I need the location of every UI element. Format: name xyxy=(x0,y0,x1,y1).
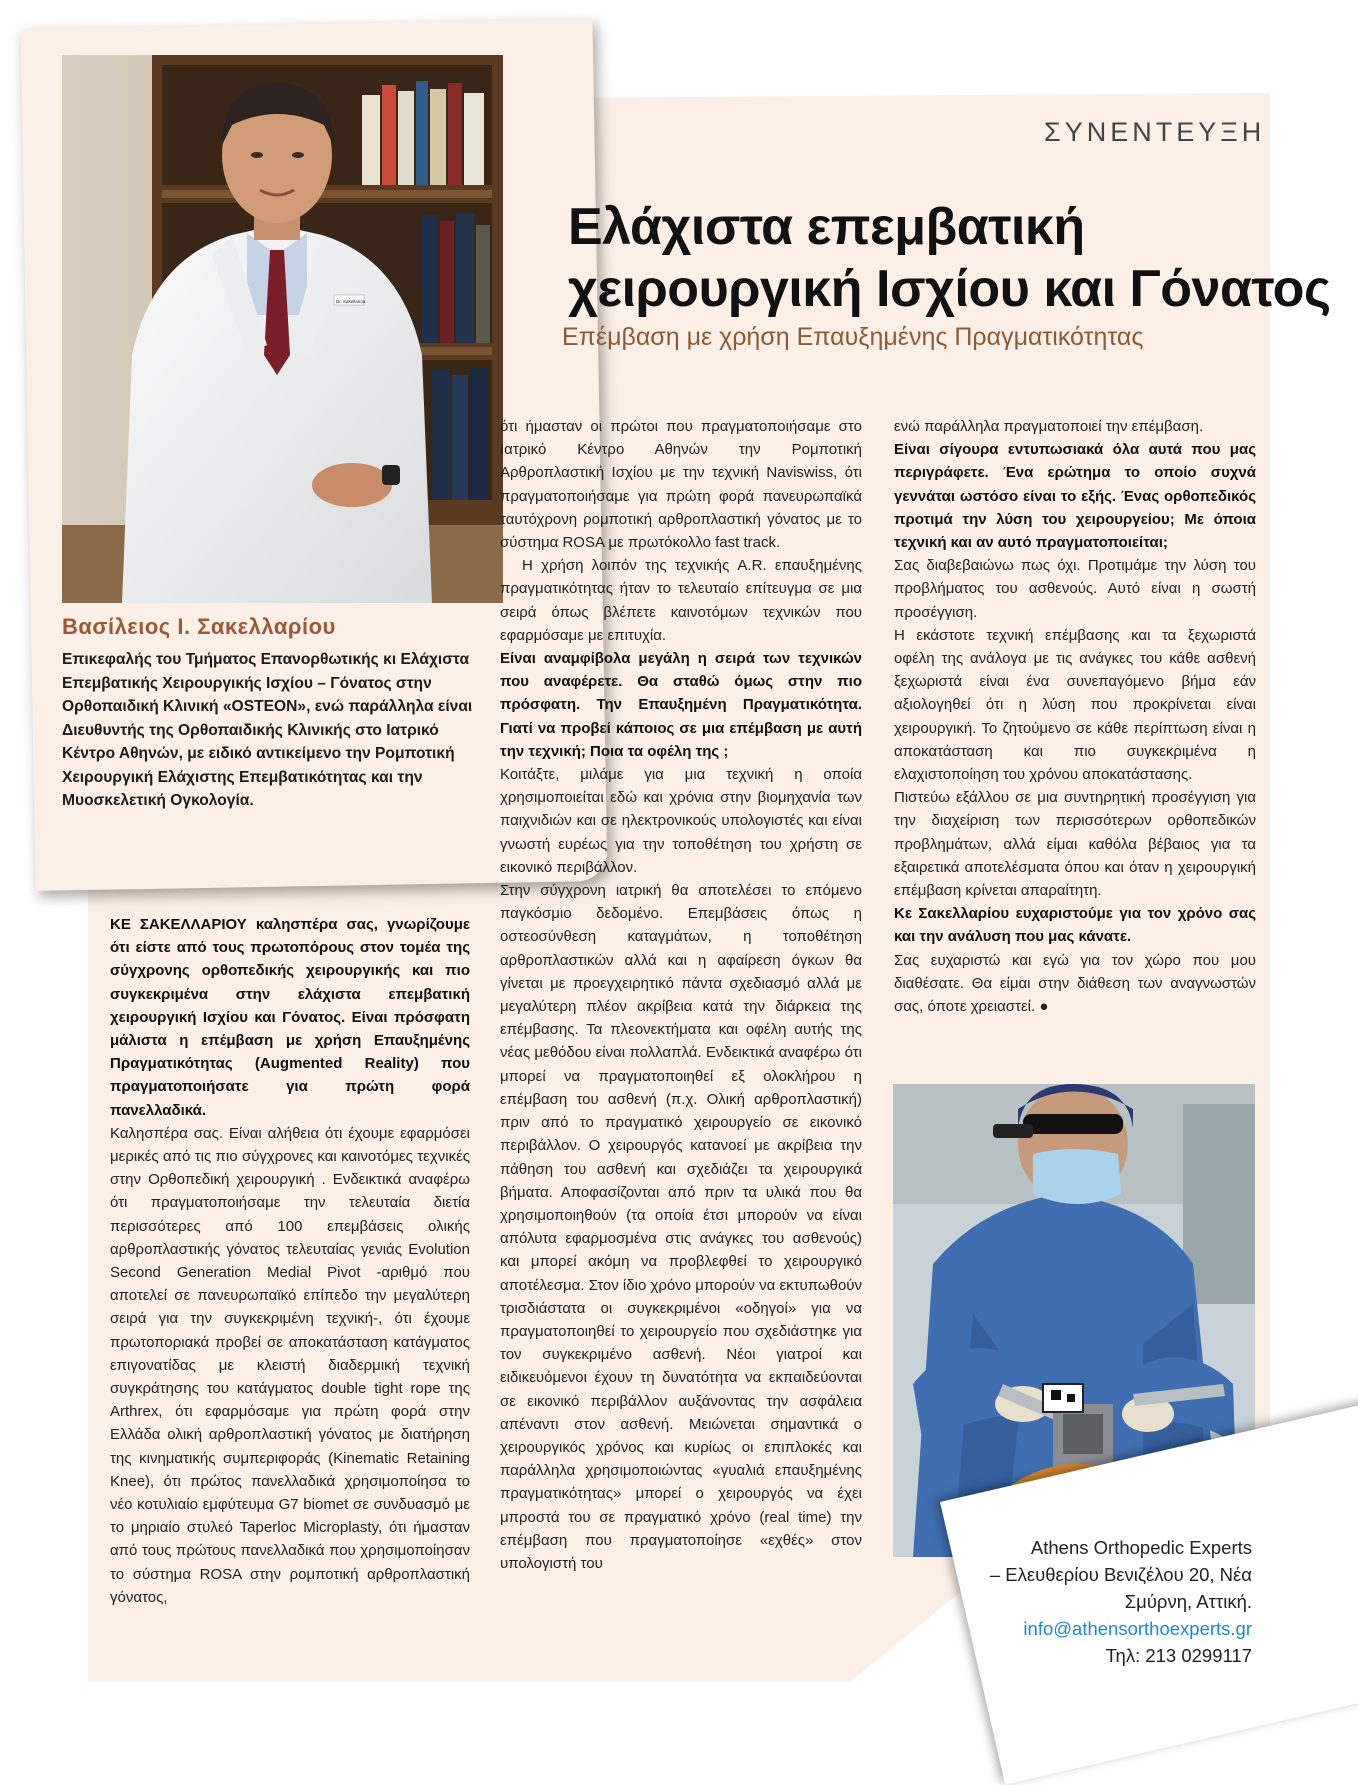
article-title xyxy=(568,196,1331,320)
paragraph: Η χρήση λοιπόν της τεχνικής A.R. επαυξημένης πραγματικότητας ήταν το τελευταίο επίτευγμα σε μια σειρά όπως βλέπετε καινοτόμων τεχνικών που εφαρμόσαμε με επιτυχία. xyxy=(500,557,862,644)
doctor-description: Επικεφαλής του Τμήματος Επανορθωτικής κι Ελάχιστα Επεμβατικής Χειρουργικής Ισχίου – Γόνατος στην Ορθοπαιδική Κλινική «OSTEON», ενώ παράλληλα είναι Διευθυντής της Ορθοπαιδικής Κλινικής στο Ιατρικό Κέντρο Αθηνών, με ειδικό αντικείμενο την Ρομποτική Χειρουργική Ελάχιστης Επεμβατικότητας και την Μυοσκελετική Ογκολογία. xyxy=(62,651,473,809)
answer-2: Κοιτάξτε, μιλάμε για μια τεχνική η οποία χρησιμοποιείται εδώ και χρόνια στην βιομηχανία των παιχνιδιών και σε ηλεκτρονικούς υπολογιστές και είναι γνωστή ευρέως για την τοποθέτηση του χρήστη σε εικονικό περιβάλλον. xyxy=(500,766,862,876)
answer-2-continued: Στην σύγχρονη ιατρική θα αποτελέσει το επόμενο παγκόσμιο δεδομένο. Επεμβάσεις όπως η οστεοσύνθεση καταγμάτων, η τοποθέτηση αρθροπλαστικών αλλά και η αφαίρεση όγκων θα γίνεται με προεγχειρητικό πάντα σχεδιασμό αλλά με μεγαλύτερη πλέον ακρίβεια κατά την διάρκεια της επέμβασης. Τα πλεονεκτήματα και οφέλη αυτής της νέας μεθόδου είναι πολλαπλά. Ενδεικτικά αναφέρω ότι μπορεί να πραγματοποιηθεί εξ ολοκλήρου η επέμβαση του ασθενή (π.χ. Ολική αρθροπλαστική) πριν από το πραγματικό χειρουργείο σε εικονικό περιβάλλον. Ο χειρουργός κατανοεί με ακρίβεια την πάθηση του ασθενή και σχεδιάζει τα χειρουργικά βήματα. Αποφασίζονται από πριν τα υλικά που θα χρησιμοποιηθούν (τα οποία έτσι μπορούν να είναι απόλυτα εφαρμοσμένα στις ανάγκες του ασθενούς) και μπορεί ακόμη να προβλεφθεί το χειρουργικό αποτέλεσμα. Στον ίδιο χρόνο μπορούν να εκτυπωθούν τρισδιάστατα οι συγκεκριμένοι «οδηγοί» για να πραγματοποιηθεί το χειρουργείο που σχεδιάστηκε για τον συγκεκριμένο ασθενή. Νέοι γιατροί και ειδικευόμενοι έχουν τη δυνατότητα να εκπαιδεύονται σε εικονικό περιβάλλον αυξάνοντας την ασφάλεια απέναντι στον ασθενή. Μειώνεται σημαντικά ο χειρουργικός χρόνος και κυρίως οι επιπλοκές και παράλληλα χρησιμοποιώντας «γυαλιά επαυξημένης πραγματικότητας» μπορεί ο χειρουργός να έχει μπροστά του σε πραγματικό χρόνο (real time) την επέμβαση που πραγματοποίησε «εχθές» στον υπολογιστή του xyxy=(500,882,862,1572)
answer-3: Σας διαβεβαιώνω πως όχι. Προτιμάμε την λύση του προβλήματος του ασθενούς. Αυτό είναι η σωστή προσέγγιση. xyxy=(894,557,1256,621)
title-line-2: χειρουργική Ισχίου και Γόνατος xyxy=(568,260,1331,318)
end-bullet-icon: ● xyxy=(1039,998,1049,1016)
answer-3-continued: Πιστεύω εξάλλου σε μια συντηρητική προσέγγιση για την διαχείριση των περισσότερων ορθοπεδικών προβλημάτων, αλλά είμαι καθόλα βέβαιος για τα εξαιρετικά αποτελέσματα όπου και όταν η χειρουργική επέμβαση κρίνεται απαραίτητη. xyxy=(894,789,1256,900)
contact-address-city: Σμύρνη, Αττική. xyxy=(1124,1591,1252,1612)
article-column-1 xyxy=(110,913,470,1609)
answer-1: Καλησπέρα σας. Είναι αλήθεια ότι έχουμε εφαρμόσει μερικές από τις πιο σύγχρονες και καινοτόμες τεχνικές στην Ορθοπεδική χειρουργική . Ενδεικτικά αναφέρω ότι πραγματοποιήσαμε την τελευταία διετία περισσότερες από 100 επεμβάσεις ολικής αρθροπλαστικής γόνατος τελευταίας γενιάς Evolution Second Generation Medial Pivot -αριθμό που αποτελεί σε πανευρωπαϊκό επίπεδο την μεγαλύτερη σειρά για την συγκεκριμένη τεχνική-, ότι έχουμε πρωτοποριακά προβεί σε αποκατάσταση κατάγματος επιγονατίδας με κλειστή διαδερμική τεχνική συγκράτησης του κατάγματος double tight rope της Arthrex, ότι εφαρμόσαμε για πρώτη φορά στην Ελλάδα ολική αρθροπλαστική γόνατος με διατήρηση της κινηματικής συμπεριφοράς (Kinematic Retaining Knee), ότι πρώτος πανελλαδικά χρησιμοποίησα το νέο κοτυλιαίο εμφύτευμα G7 biomet σε συνδυασμό με το μηριαίο στυλεό Taperloc Microplasty, ότι ήμασταν από τους πρώτους πανελλαδικά που χρησιμοποίησαν το σύστημα ROSA στην ρομποτική αρθροπλαστική γόνατος, xyxy=(110,1124,470,1606)
article-subtitle: Επέμβαση με χρήση Επαυξημένης Πραγματικότητας xyxy=(562,323,1144,351)
answer-4-text: Σας ευχαριστώ και εγώ για τον χώρο που μου διαθέσατε. Θα είμαι στην διάθεση των αναγνωστών σας, όποτε χρειαστεί. xyxy=(894,951,1256,1016)
doctor-portrait-photo xyxy=(62,55,503,603)
question-2: Είναι αναμφίβολα μεγάλη η σειρά των τεχνικών που αναφέρετε. Θα σταθώ όμως στην πιο πρόσφατη. Την Επαυξημένη Πραγματικότητα. Γιατί να προβεί κάποιος σε μια επέμβαση με αυτή την τεχνική; Ποια τα οφέλη της ; xyxy=(500,650,862,760)
question-1: ΚΕ ΣΑΚΕΛΛΑΡΙΟΥ καλησπέρα σας, γνωρίζουμε ότι είστε από τους πρωτοπόρους στον τομέα της σύγχρονης ορθοπεδικής χειρουργικής και πιο συγκεκριμένα στην ελάχιστα επεμβατική χειρουργική Ισχίου και Γόνατος. Είναι πρόσφατη μάλιστα η επέμβαση με χρήση Επαυξημένης Πραγματικότητας (Augmented Reality) που πραγματοποιήσατε για πρώτη φορά πανελλαδικά. xyxy=(110,916,470,1119)
title-line-1: Ελάχιστα επεμβατική xyxy=(568,198,1085,256)
answer-4 xyxy=(894,949,1256,1019)
contact-address: – Ελευθερίου Βενιζέλου 20, Νέα xyxy=(989,1564,1252,1585)
question-3: Είναι σίγουρα εντυπωσιακά όλα αυτά που μας περιγράφετε. Ένα ερώτημα το οποίο συχνά γεννάται ωστόσο είναι το εξής. Ένας ορθοπεδικός προτιμά την λύση του χειρουργείου; Με όποια τεχνική και αν αυτό πραγματοποιείται; xyxy=(894,441,1256,552)
section-label: ΣΥΝΕΝΤΕΥΞΗ xyxy=(1044,117,1266,147)
question-4: Κε Σακελλαρίου ευχαριστούμε για τον χρόνο σας και την ανάλυση που μας κάνατε. xyxy=(894,905,1256,946)
article-column-2 xyxy=(500,415,862,1575)
coat-name-badge: Dr. Sakellariou xyxy=(336,299,366,304)
contact-company: Athens Orthopedic Experts xyxy=(1030,1537,1252,1558)
contact-info xyxy=(990,1534,1252,1669)
doctor-name: Βασίλειος Ι. Σακελλαρίου xyxy=(62,614,336,639)
article-column-3 xyxy=(894,415,1256,1018)
answer-3-continued: Η εκάστοτε τεχνική επέμβασης και τα ξεχωριστά οφέλη της ανάλογα με τις ανάγκες του κάθε ασθενή ξεχωριστά είναι ένα συνεπαγόμενο βήμα εάν αξιολογηθεί ότι η λύση που προκρίνεται είναι χειρουργική. Το ζητούμενο σε κάθε περίπτωση είναι η αποκατάσταση και πιο συγκεκριμένα η ελαχιστοποίηση του χρόνου αποκατάστασης. xyxy=(894,626,1256,784)
contact-email-link[interactable]: info@athensorthoexperts.gr xyxy=(1023,1618,1252,1639)
paragraph: ενώ παράλληλα πραγματοποιεί την επέμβαση. xyxy=(894,418,1204,435)
contact-phone: Τηλ: 213 0299117 xyxy=(1105,1645,1252,1666)
paragraph: ότι ήμασταν οι πρώτοι που πραγματοποιήσαμε στο Ιατρικό Κέντρο Αθηνών την Ρομποτική Αρθροπλαστική Ισχίου με την τεχνική Naviswiss, ότι πραγματοποιήσαμε για πρώτη φορά πανευρωπαϊκά ταυτόχρονη ρομποτική αρθροπλαστική γόνατος με το σύστημα ROSA με πρωτόκολλο fast track. xyxy=(500,418,862,552)
